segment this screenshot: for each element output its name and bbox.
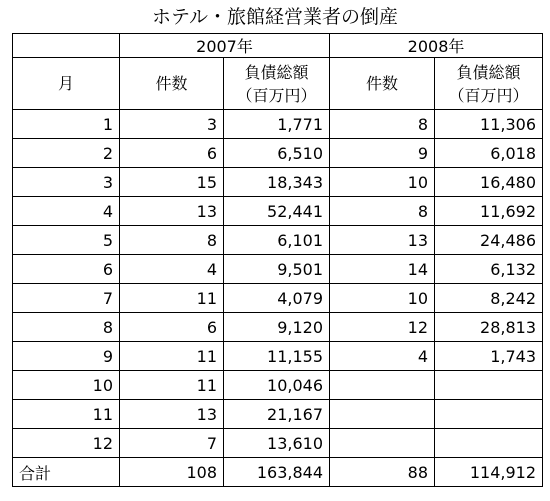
table-row — [13, 429, 543, 458]
total-debt-2007: 163,844 — [224, 458, 330, 487]
table-row — [13, 284, 543, 313]
count-2008-cell — [330, 371, 435, 400]
count-2008-header: 件数 — [330, 58, 435, 110]
debt-2007-cell: 4,079 — [224, 284, 330, 313]
count-2007-cell: 11 — [120, 284, 224, 313]
count-2007-cell: 4 — [120, 255, 224, 284]
count-2007-cell: 15 — [120, 168, 224, 197]
debt-2007-cell: 10,046 — [224, 371, 330, 400]
month-cell: 9 — [13, 342, 120, 371]
month-cell: 6 — [13, 255, 120, 284]
debt-2008-cell: 11,692 — [435, 197, 543, 226]
column-header-row — [13, 58, 543, 110]
debt-2007-cell: 6,101 — [224, 226, 330, 255]
debt-2008-cell: 8,242 — [435, 284, 543, 313]
debt-2007-cell: 18,343 — [224, 168, 330, 197]
table-row — [13, 313, 543, 342]
debt-2007-cell: 52,441 — [224, 197, 330, 226]
debt-2008-cell — [435, 429, 543, 458]
debt-2008-cell: 24,486 — [435, 226, 543, 255]
debt-2007-cell: 9,501 — [224, 255, 330, 284]
count-2007-cell: 11 — [120, 342, 224, 371]
table-row — [13, 197, 543, 226]
month-cell: 8 — [13, 313, 120, 342]
debt-2008-cell: 6,132 — [435, 255, 543, 284]
count-2008-cell — [330, 400, 435, 429]
count-2008-cell: 12 — [330, 313, 435, 342]
count-2007-cell: 13 — [120, 400, 224, 429]
debt-2008-cell — [435, 400, 543, 429]
total-label: 合計 — [13, 458, 120, 487]
month-cell: 1 — [13, 110, 120, 139]
count-2008-cell: 8 — [330, 197, 435, 226]
debt-2007-cell: 1,771 — [224, 110, 330, 139]
year-2007-header: 2007年 — [120, 34, 330, 58]
table-row — [13, 139, 543, 168]
count-2007-cell: 6 — [120, 139, 224, 168]
count-2008-cell: 8 — [330, 110, 435, 139]
month-cell: 2 — [13, 139, 120, 168]
month-cell: 5 — [13, 226, 120, 255]
count-2007-cell: 11 — [120, 371, 224, 400]
count-2008-cell: 13 — [330, 226, 435, 255]
debt-2007-cell: 13,610 — [224, 429, 330, 458]
table-title: ホテル・旅館経営業者の倒産 — [151, 6, 399, 28]
count-2008-cell: 10 — [330, 284, 435, 313]
count-2007-cell: 3 — [120, 110, 224, 139]
total-count-2007: 108 — [120, 458, 224, 487]
debt-2007-cell: 21,167 — [224, 400, 330, 429]
month-header: 月 — [13, 58, 120, 110]
table-row — [13, 226, 543, 255]
debt-2008-cell — [435, 371, 543, 400]
month-cell: 11 — [13, 400, 120, 429]
total-row — [13, 458, 543, 487]
corner-cell — [13, 34, 120, 58]
count-2007-header: 件数 — [120, 58, 224, 110]
table-row — [13, 168, 543, 197]
debt-2008-cell: 16,480 — [435, 168, 543, 197]
table-row — [13, 255, 543, 284]
table-row — [13, 371, 543, 400]
year-2008-header: 2008年 — [330, 34, 543, 58]
debt-2008-cell: 1,743 — [435, 342, 543, 371]
count-2007-cell: 6 — [120, 313, 224, 342]
month-cell: 12 — [13, 429, 120, 458]
debt-header-line2: （百万円） — [236, 85, 317, 105]
debt-header-line2: （百万円） — [448, 85, 529, 105]
table-row — [13, 110, 543, 139]
count-2007-cell: 7 — [120, 429, 224, 458]
count-2007-cell: 8 — [120, 226, 224, 255]
count-2008-cell: 14 — [330, 255, 435, 284]
debt-2008-cell: 11,306 — [435, 110, 543, 139]
debt-2008-cell: 6,018 — [435, 139, 543, 168]
debt-header-line1: 負債総額 — [456, 62, 521, 82]
total-debt-2008: 114,912 — [435, 458, 543, 487]
debt-2008-cell: 28,813 — [435, 313, 543, 342]
debt-2008-header — [435, 58, 543, 110]
bankruptcy-table — [12, 33, 543, 487]
year-header-row — [13, 34, 543, 58]
debt-2007-cell: 11,155 — [224, 342, 330, 371]
count-2008-cell: 9 — [330, 139, 435, 168]
count-2008-cell: 10 — [330, 168, 435, 197]
table-row — [13, 342, 543, 371]
table-row — [13, 400, 543, 429]
month-cell: 7 — [13, 284, 120, 313]
month-cell: 3 — [13, 168, 120, 197]
month-cell: 4 — [13, 197, 120, 226]
count-2007-cell: 13 — [120, 197, 224, 226]
debt-2007-cell: 9,120 — [224, 313, 330, 342]
total-count-2008: 88 — [330, 458, 435, 487]
debt-2007-cell: 6,510 — [224, 139, 330, 168]
debt-header-line1: 負債総額 — [244, 62, 309, 82]
debt-2007-header — [224, 58, 330, 110]
month-cell: 10 — [13, 371, 120, 400]
count-2008-cell: 4 — [330, 342, 435, 371]
count-2008-cell — [330, 429, 435, 458]
